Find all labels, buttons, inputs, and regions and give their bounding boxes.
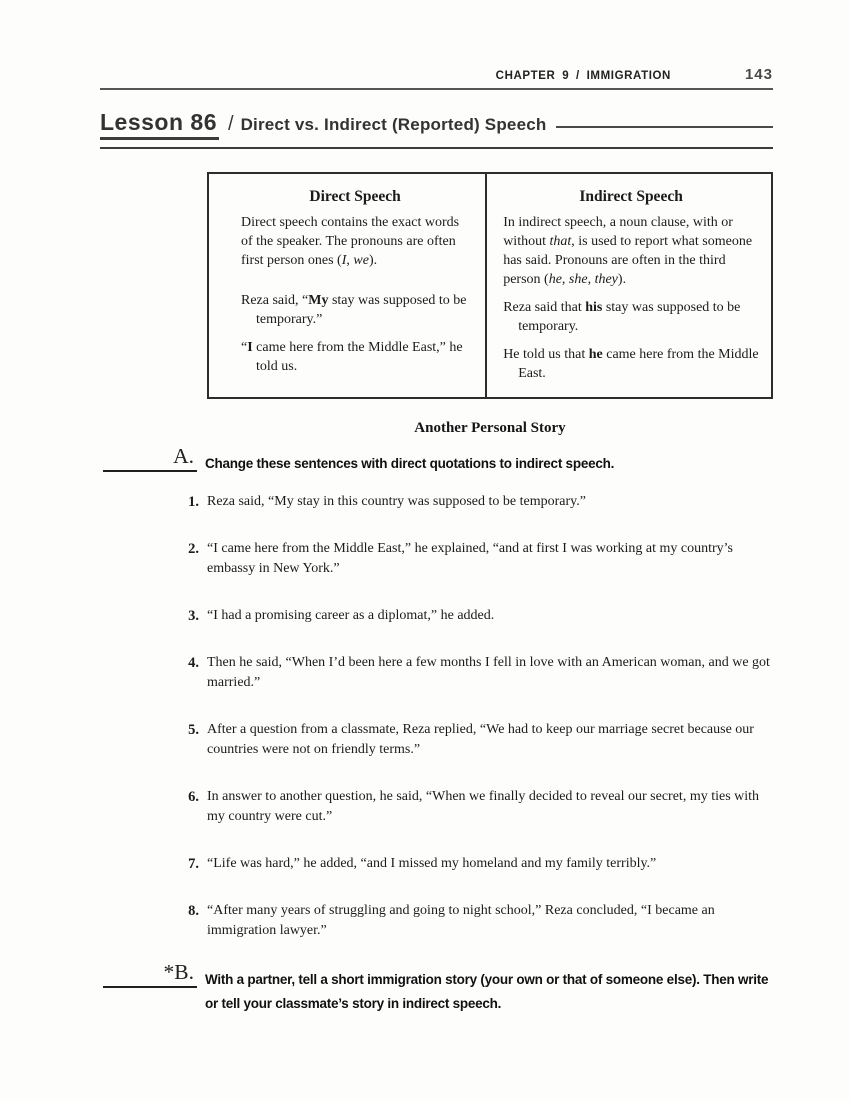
exercise-a-section [173, 444, 780, 476]
speech-example: Reza said that his stay was supposed to be temporary. [503, 300, 741, 334]
title-underline [556, 126, 773, 128]
exercise-a-label: A. [103, 443, 197, 472]
exercise-a-instruction: Change these sentences with direct quotations to indirect speech. [205, 456, 615, 471]
item-text: “I came here from the Middle East,” he explained, “and at first I was working at my country’s embassy in New York.” [207, 541, 733, 576]
exercise-item [100, 653, 773, 693]
exercise-item [100, 901, 773, 941]
item-number: 8. [188, 903, 199, 919]
direct-speech-heading: Direct Speech [309, 188, 401, 205]
item-number: 2. [188, 541, 199, 557]
lesson-subtitle: Direct vs. Indirect (Reported) Speech [240, 115, 547, 134]
exercise-item [100, 854, 773, 874]
exercise-item [100, 787, 773, 827]
exercise-a-items [100, 492, 773, 941]
exercise-item [100, 492, 773, 512]
item-number: 4. [188, 655, 199, 671]
lesson-title [100, 109, 773, 149]
item-number: 7. [188, 856, 199, 872]
header-rule [100, 88, 773, 90]
running-header [100, 66, 773, 83]
speech-example: Reza said, “My stay was supposed to be temporary.” [241, 293, 467, 327]
item-text: Reza said, “My stay in this country was supposed to be temporary.” [207, 494, 586, 509]
story-heading: Another Personal Story [414, 420, 566, 436]
item-number: 3. [188, 608, 199, 624]
indirect-speech-examples [503, 298, 759, 383]
speech-example: He told us that he came here from the Middle East. [503, 347, 759, 381]
direct-speech-examples [241, 291, 469, 376]
exercise-b-label: *B. [103, 959, 197, 988]
indirect-speech-heading: Indirect Speech [579, 188, 683, 205]
item-text: “After many years of struggling and going to night school,” Reza concluded, “I became an immigration lawyer.” [207, 903, 715, 938]
item-number: 6. [188, 789, 199, 805]
lesson-number: Lesson 86 [100, 109, 219, 140]
direct-speech-description: Direct speech contains the exact words of the speaker. The pronouns are often first person ones (I, we). [241, 215, 460, 268]
exercise-b-instruction: With a partner, tell a short immigration story (your own or that of someone else). Then write or tell your classmate’s story in indirect speech. [205, 972, 769, 1011]
item-text: After a question from a classmate, Reza replied, “We had to keep our marriage secret because our countries were not on friendly terms.” [207, 722, 754, 757]
exercise-b-section [163, 960, 780, 1016]
item-text: Then he said, “When I’d been here a few months I fell in love with an American woman, and we got married.” [207, 655, 770, 690]
item-number: 5. [188, 722, 199, 738]
speech-comparison-box [207, 172, 773, 399]
exercise-item [100, 720, 773, 760]
exercise-item [100, 606, 773, 626]
exercise-item [100, 539, 773, 579]
indirect-speech-column [487, 174, 771, 397]
chapter-breadcrumb: CHAPTER 9 / IMMIGRATION [495, 70, 671, 82]
item-text: In answer to another question, he said, “When we finally decided to reveal our secret, my ties with my country were cut.” [207, 789, 760, 824]
item-text: “I had a promising career as a diplomat,” he added. [207, 608, 495, 623]
speech-example: “I came here from the Middle East,” he told us. [241, 340, 463, 374]
item-number: 1. [188, 494, 199, 510]
page-number: 143 [744, 66, 773, 83]
indirect-speech-description: In indirect speech, a noun clause, with or without that, is used to report what someone has said. Pronouns are often in the third person (he, she, they). [503, 215, 753, 287]
item-text: “Life was hard,” he added, “and I missed my homeland and my family terribly.” [207, 856, 657, 871]
direct-speech-column [209, 174, 487, 397]
title-separator: / [228, 113, 234, 135]
